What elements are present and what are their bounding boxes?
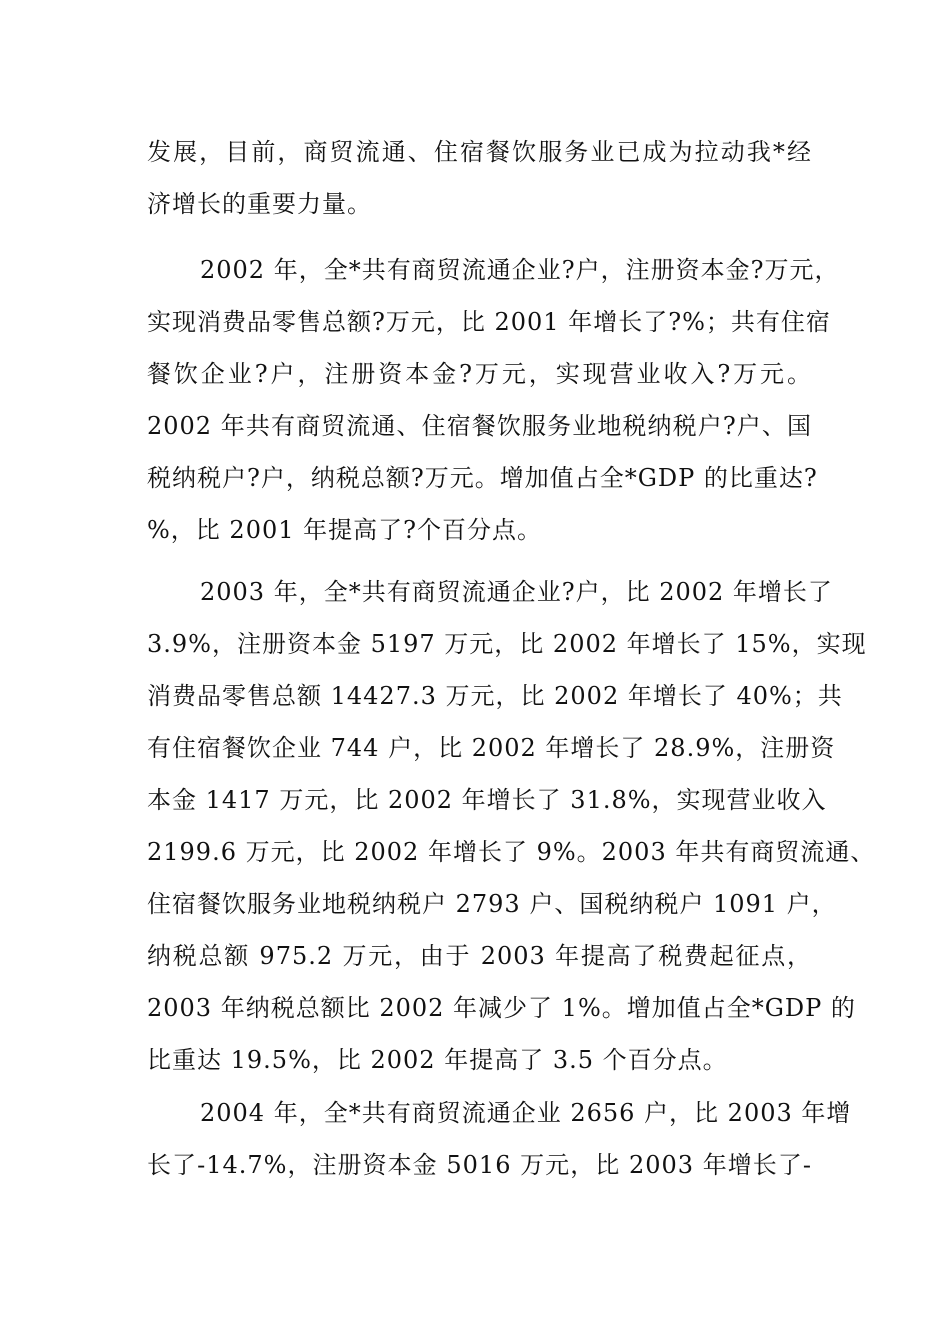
text-line: %，比 2001 年提高了?个百分点。 (147, 516, 543, 544)
paragraph-2003 (147, 566, 876, 1086)
text-line: 有住宿餐饮企业 744 户，比 2002 年增长了 28.9%，注册资 (147, 734, 836, 762)
text-line: 3.9%，注册资本金 5197 万元，比 2002 年增长了 15%，实现 (147, 630, 867, 658)
text-line: 2003 年纳税总额比 2002 年减少了 1%。增加值占全*GDP 的 (147, 994, 856, 1022)
text-line: 济增长的重要力量。 (147, 190, 372, 218)
text-line: 2199.6 万元，比 2002 年增长了 9%。2003 年共有商贸流通、 (147, 838, 876, 866)
text-line: 2002 年，全*共有商贸流通企业?户，注册资本金?万元， (200, 256, 840, 284)
text-line: 实现消费品零售总额?万元，比 2001 年增长了?%；共有住宿 (147, 308, 831, 336)
paragraph-2004 (147, 1087, 852, 1191)
text-line: 发展，目前，商贸流通、住宿餐饮服务业已成为拉动我*经 (147, 138, 812, 166)
paragraph-2002 (147, 244, 840, 556)
text-line: 2002 年共有商贸流通、住宿餐饮服务业地税纳税户?户、国 (147, 412, 812, 440)
text-line: 消费品零售总额 14427.3 万元，比 2002 年增长了 40%；共 (147, 682, 843, 710)
text-line: 比重达 19.5%，比 2002 年提高了 3.5 个百分点。 (147, 1046, 728, 1074)
text-line: 税纳税户?户，纳税总额?万元。增加值占全*GDP 的比重达? (147, 464, 818, 492)
text-line: 2003 年，全*共有商贸流通企业?户，比 2002 年增长了 (200, 578, 833, 606)
text-line: 2004 年，全*共有商贸流通企业 2656 户，比 2003 年增 (200, 1099, 852, 1127)
text-line: 住宿餐饮服务业地税纳税户 2793 户、国税纳税户 1091 户， (147, 890, 837, 918)
text-line: 本金 1417 万元，比 2002 年增长了 31.8%，实现营业收入 (147, 786, 827, 814)
paragraph-development (147, 126, 812, 230)
text-line: 餐饮企业?户，注册资本金?万元，实现营业收入?万元。 (147, 360, 812, 388)
text-line: 纳税总额 975.2 万元，由于 2003 年提高了税费起征点， (147, 942, 812, 970)
text-line: 长了-14.7%，注册资本金 5016 万元，比 2003 年增长了- (147, 1151, 812, 1179)
